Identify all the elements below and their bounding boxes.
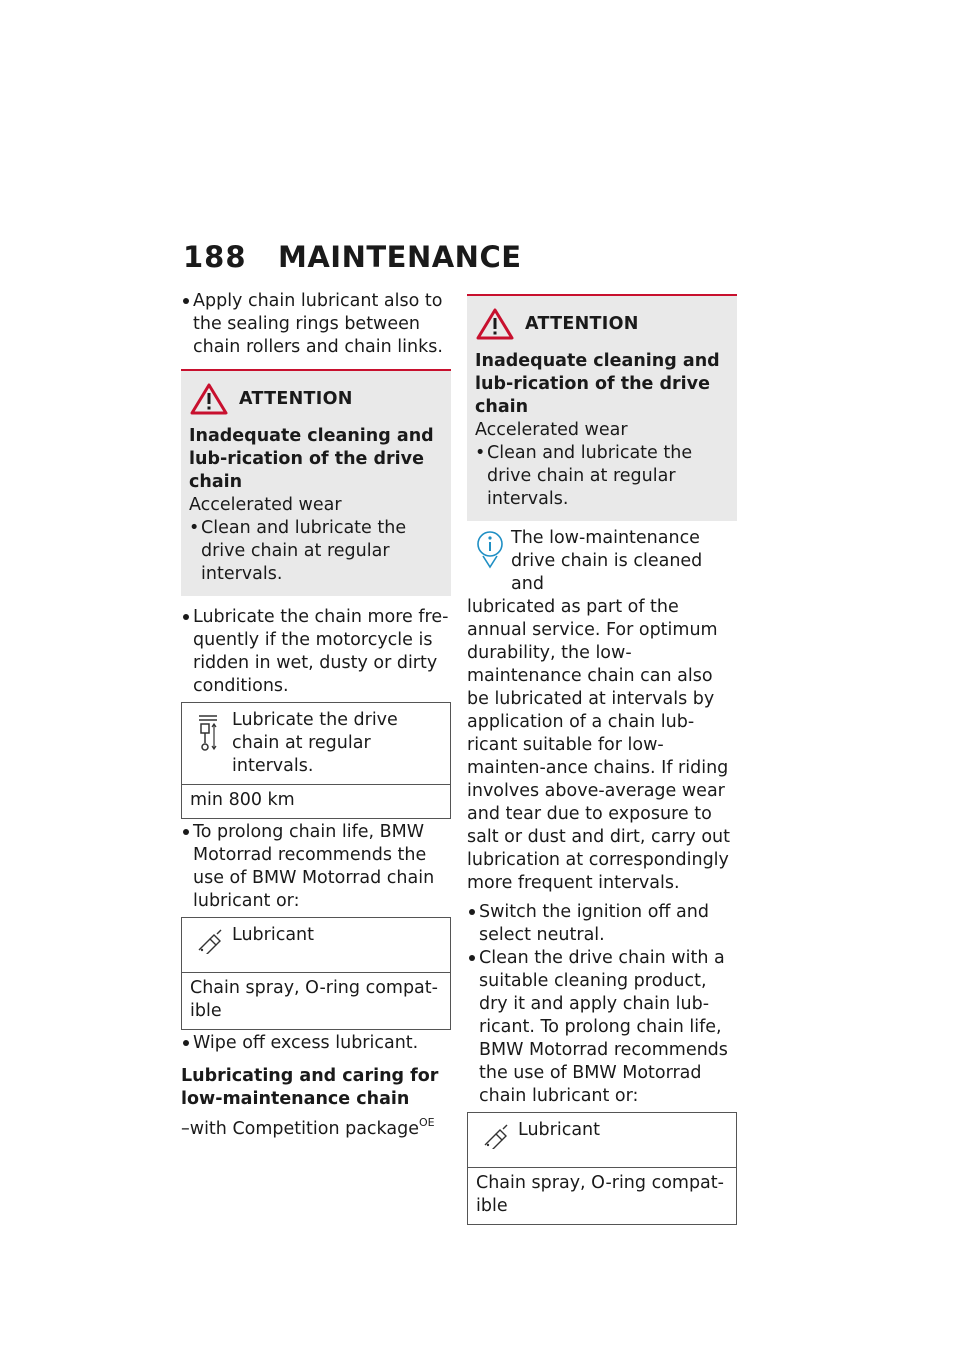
info-text-rest: lubricated as part of the annual service. For optimum durability, the low-maintenance chain can also be lubricated at intervals by application of a chain lub-ricant suitable for low-mainten-ance chains. If riding involves above-average wear and tear due to exposure to salt or dust and dirt, carry out lubrication at correspondingly more frequent intervals. <box>467 597 730 893</box>
oil-can-icon <box>196 928 224 954</box>
attention-action: • Clean and lubricate the drive chain at regular intervals. <box>189 517 443 586</box>
lubricant-spec-label: Lubricant <box>232 925 314 945</box>
attention-label: ATTENTION <box>239 389 353 409</box>
interval-spec-label: Lubricate the drive chain at regular intervals. <box>232 710 398 776</box>
attention-action: • Clean and lubricate the drive chain at regular intervals. <box>475 442 729 511</box>
attention-heading: Inadequate cleaning and lub-rication of the drive chain <box>475 351 720 417</box>
lubricant-spec-value: Chain spray, O-ring compat-ible <box>476 1173 724 1216</box>
attention-heading: Inadequate cleaning and lub-rication of the drive chain <box>189 426 434 492</box>
lubricant-spec-value: Chain spray, O-ring compat-ible <box>190 978 438 1021</box>
left-column <box>181 290 451 1141</box>
chapter-title: MAINTENANCE <box>278 240 522 274</box>
lubricant-spec-header <box>182 918 450 973</box>
warning-triangle-icon <box>475 307 515 341</box>
maintenance-interval-icon <box>196 713 220 753</box>
lubricant-spec-box <box>181 917 451 1030</box>
info-note <box>467 527 737 895</box>
oil-can-icon <box>482 1123 510 1149</box>
attention-box <box>181 369 451 596</box>
attention-label: ATTENTION <box>525 314 639 334</box>
attention-consequence: Accelerated wear <box>475 420 628 440</box>
lubricant-spec-header <box>468 1113 736 1168</box>
attention-header <box>189 381 443 417</box>
lubricant-spec-label: Lubricant <box>518 1120 600 1140</box>
attention-header-right <box>475 306 729 342</box>
info-text-first: The low-maintenance drive chain is cleaned and <box>511 528 703 594</box>
attention-consequence: Accelerated wear <box>189 495 342 515</box>
lubricant-spec-box-right <box>467 1112 737 1225</box>
interval-spec-box <box>181 702 451 819</box>
bullet-clean-chain: Clean the drive chain with a suitable cleaning product, dry it and apply chain lub-ricant. To prolong chain life, BMW Motorrad recommends the use of BMW Motorrad chain lubricant or: <box>467 947 737 1108</box>
page-header <box>183 240 522 280</box>
warning-triangle-icon <box>189 382 229 416</box>
variant-note <box>181 1111 451 1141</box>
right-column <box>467 294 737 1225</box>
bullet-ignition-off: Switch the ignition off and select neutral. <box>467 901 737 947</box>
section-subheading: Lubricating and caring for low-maintenance chain <box>181 1066 439 1109</box>
bullet-prolong-chain-life: To prolong chain life, BMW Motorrad recommends the use of BMW Motorrad chain lubricant or: <box>181 821 451 913</box>
interval-spec-value: min 800 km <box>190 790 295 810</box>
interval-spec-header <box>182 703 450 785</box>
bullet-wipe-excess: Wipe off excess lubricant. <box>181 1032 451 1055</box>
variant-superscript: OE <box>418 1116 435 1129</box>
info-icon <box>475 529 505 569</box>
page-number: 188 <box>183 240 247 274</box>
bullet-lubricate-more: Lubricate the chain more fre-quently if the motorcycle is ridden in wet, dusty or dirty conditions. <box>181 606 451 698</box>
attention-box-right <box>467 294 737 521</box>
variant-text: –with Competition package <box>181 1119 419 1139</box>
bullet-apply-lubricant: Apply chain lubricant also to the sealing rings between chain rollers and chain links. <box>181 290 451 359</box>
